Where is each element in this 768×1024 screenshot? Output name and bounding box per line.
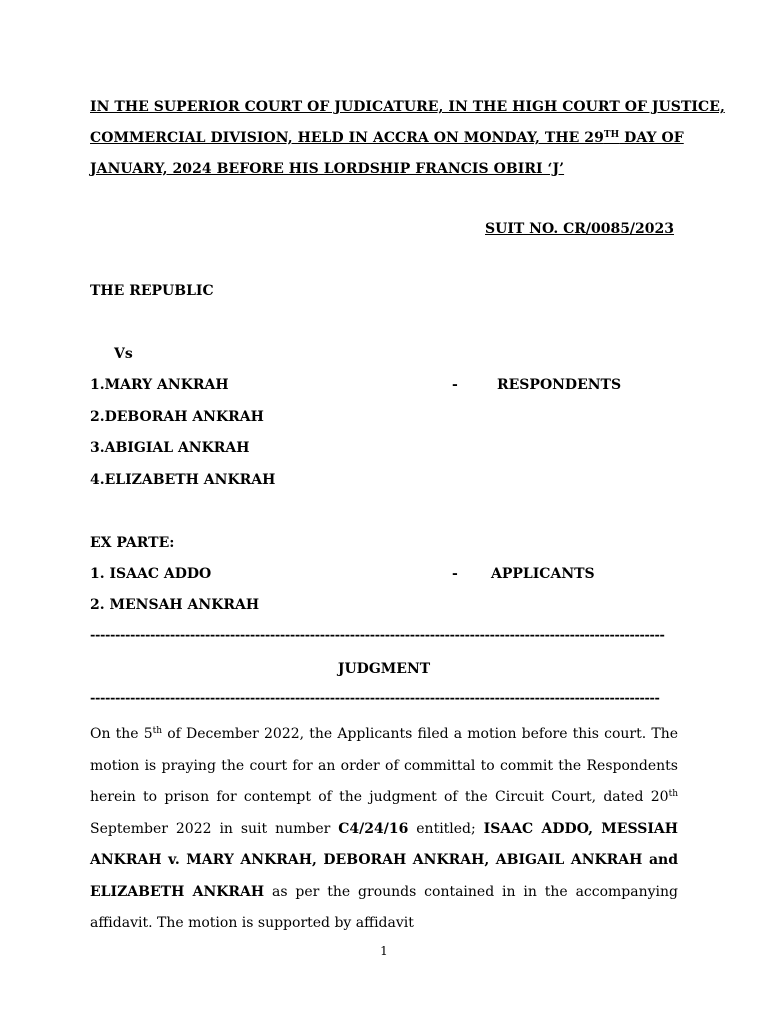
- ex-parte: EX PARTE:: [90, 535, 175, 551]
- respondents-dash: -: [452, 377, 458, 393]
- body-text-4: entitled;: [408, 820, 484, 837]
- heading-line-2-text: COMMERCIAL DIVISION, HELD IN ACCRA ON MONDAY, THE 29: [90, 130, 604, 146]
- applicants-dash: -: [452, 566, 458, 582]
- case-number: C4/24/16: [338, 820, 409, 837]
- respondent-3: 3.ABIGIAL ANKRAH: [90, 440, 250, 456]
- heading-line-2-end: DAY OF: [619, 130, 684, 146]
- body-text-5: as per the grounds contained in in the accompanying affidavit. The motion is supported by affidavit: [90, 883, 678, 931]
- body-text-2: of December 2022, the Applicants filed a motion before this court. The motion is praying the court for an order of committal to commit the Respondents herein to prison for contempt of the judgment of the Circuit Court, dated 20: [90, 726, 678, 805]
- court-heading: [90, 92, 725, 185]
- suit-number: SUIT NO. CR/0085/2023: [485, 221, 675, 237]
- body-text-1: On the 5: [90, 726, 153, 742]
- heading-line-1: IN THE SUPERIOR COURT OF JUDICATURE, IN THE HIGH COURT OF JUSTICE,: [90, 99, 725, 115]
- respondent-2: 2.DEBORAH ANKRAH: [90, 409, 264, 425]
- versus: Vs: [114, 346, 133, 362]
- respondents-label: RESPONDENTS: [497, 377, 622, 393]
- body-ordinal-1: th: [152, 726, 163, 736]
- applicant-2: 2. MENSAH ANKRAH: [90, 597, 260, 613]
- body-text-3: September 2022 in suit number: [90, 820, 339, 837]
- divider-bottom: ------------------------------------------------------------------------------------------------------------------: [90, 691, 660, 706]
- heading-ordinal: TH: [603, 130, 620, 140]
- case-last-party: ELIZABETH ANKRAH: [90, 883, 265, 900]
- respondent-4: 4.ELIZABETH ANKRAH: [90, 472, 276, 488]
- page-number: 1: [380, 944, 388, 958]
- divider-top: -------------------------------------------------------------------------------------------------------------------: [90, 628, 665, 643]
- parties-and: and: [642, 852, 678, 868]
- case-parties: ISAAC ADDO, MESSIAH ANKRAH v. MARY ANKRAH, DEBORAH ANKRAH, ABIGAIL ANKRAH: [90, 820, 679, 868]
- body-ordinal-2: th: [668, 789, 678, 799]
- heading-line-2: [90, 123, 684, 154]
- applicants-label: APPLICANTS: [491, 566, 595, 582]
- judgment-title: JUDGMENT: [337, 661, 431, 677]
- judgment-body-paragraph: [90, 719, 678, 940]
- respondent-1: 1.MARY ANKRAH: [90, 377, 229, 393]
- plaintiff: THE REPUBLIC: [90, 283, 214, 299]
- heading-line-3: JANUARY, 2024 BEFORE HIS LORDSHIP FRANCIS OBIRI ‘J’: [90, 161, 565, 177]
- applicant-1: 1. ISAAC ADDO: [90, 566, 212, 582]
